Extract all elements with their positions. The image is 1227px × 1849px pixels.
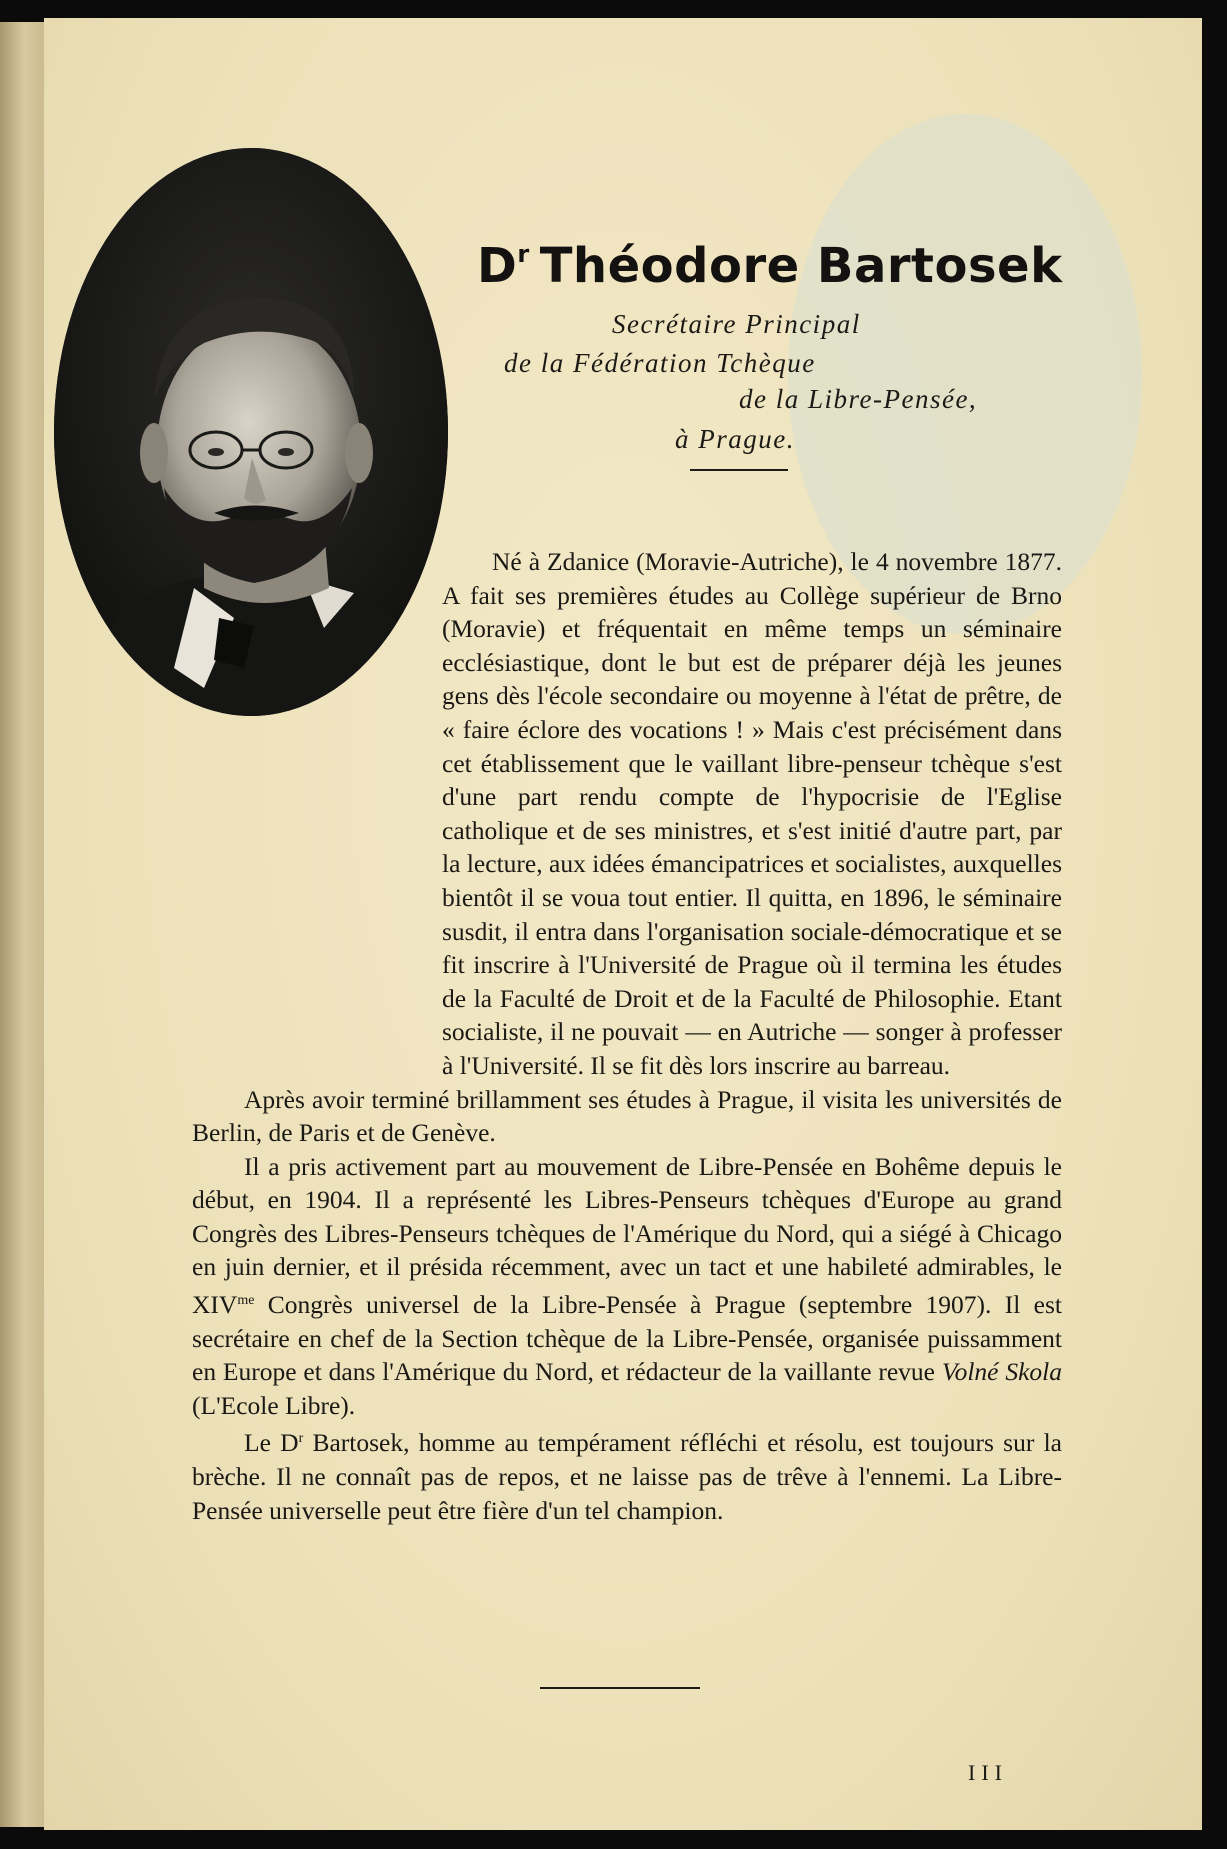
title-name: Théodore Bartosek bbox=[539, 238, 1063, 294]
left-page-edge bbox=[0, 22, 44, 1827]
page-title bbox=[477, 238, 1077, 294]
paragraph-3-superscript: me bbox=[237, 1293, 255, 1309]
book-page bbox=[44, 18, 1202, 1830]
paragraph-3 bbox=[192, 1150, 1062, 1423]
title-divider bbox=[690, 469, 788, 471]
paragraph-4-part-b: Bartosek, homme au tempérament réfléchi et résolu, est toujours sur la brèche. Il ne connaît pas de repos, et ne laisse pas de trêve à l'ennemi. La Libre-Pensée universelle peut être fière d'un tel champion. bbox=[192, 1428, 1062, 1525]
paragraph-4-superscript: r bbox=[298, 1431, 304, 1447]
paragraph-3-part-c: (L'Ecole Libre). bbox=[192, 1390, 356, 1420]
subtitle-line-1: Secrétaire Principal bbox=[612, 309, 861, 339]
paragraph-3-part-b: Congrès universel de la Libre-Pensée à Prague (septembre 1907). Il est secrétaire en chef de la Section tchèque de la Libre-Pensée, organisée puissamment en Europe et dans l'Amérique du Nord, et rédacteur de la vaillante revue bbox=[192, 1290, 1062, 1387]
page-number: III bbox=[968, 1760, 1008, 1785]
end-divider bbox=[540, 1687, 700, 1689]
subtitle-line-3: de la Libre-Pensée, bbox=[739, 384, 978, 414]
paragraph-1: Né à Zdanice (Moravie-Autriche), le 4 novembre 1877. A fait ses premières études au Collège supérieur de Brno (Moravie) et fréquentait en même temps un séminaire ecclésiastique, dont le but est de préparer déjà les jeunes gens dès l'école secondaire ou moyenne à l'état de prêtre, de « faire éclore des vocations ! » Mais c'est précisément dans cet établissement que le vaillant libre-penseur tchèque s'est d'une part rendu compte de l'hypocrisie de l'Eglise catholique et de ses ministres, et s'est initié d'autre part, par la lecture, aux idées émancipatrices et socialistes, auxquelles bientôt il se voua tout entier. Il quitta, en 1896, le séminaire susdit, il entra dans l'organisation sociale-démocratique et se fit inscrire à l'Université de Prague où il termina les études de la Faculté de Droit et de la Faculté de Philosophie. Etant socialiste, il ne pouvait — en Autriche — songer à professer à l'Université. Il se fit dès lors inscrire au barreau. bbox=[442, 547, 1062, 1080]
paragraph-2: Après avoir terminé brillamment ses études à Prague, il visita les universités de Berlin, de Paris et de Genève. bbox=[192, 1084, 1062, 1148]
journal-title: Volné Skola bbox=[941, 1357, 1062, 1387]
title-superscript: r bbox=[517, 240, 530, 268]
paragraph-4-part-a: Le D bbox=[244, 1428, 299, 1458]
subtitle-line-2: de la Fédération Tchèque bbox=[504, 348, 816, 378]
paragraph-3-part-a: Il a pris activement part au mouvement de Libre-Pensée en Bohême depuis le début, en 1904. Il a représenté les Libres-Penseurs tchèques d'Europe au grand Congrès des Libres-Penseurs tchèques de l'Amérique du Nord, qui a siégé à Chicago en juin dernier, et il présida récemment, avec un tact et une habileté admirables, le XIV bbox=[192, 1151, 1062, 1320]
subtitle-line-4: à Prague. bbox=[675, 424, 795, 454]
title-prefix: D bbox=[477, 238, 518, 294]
paragraph-4 bbox=[192, 1422, 1062, 1527]
article-body bbox=[192, 545, 1062, 1527]
